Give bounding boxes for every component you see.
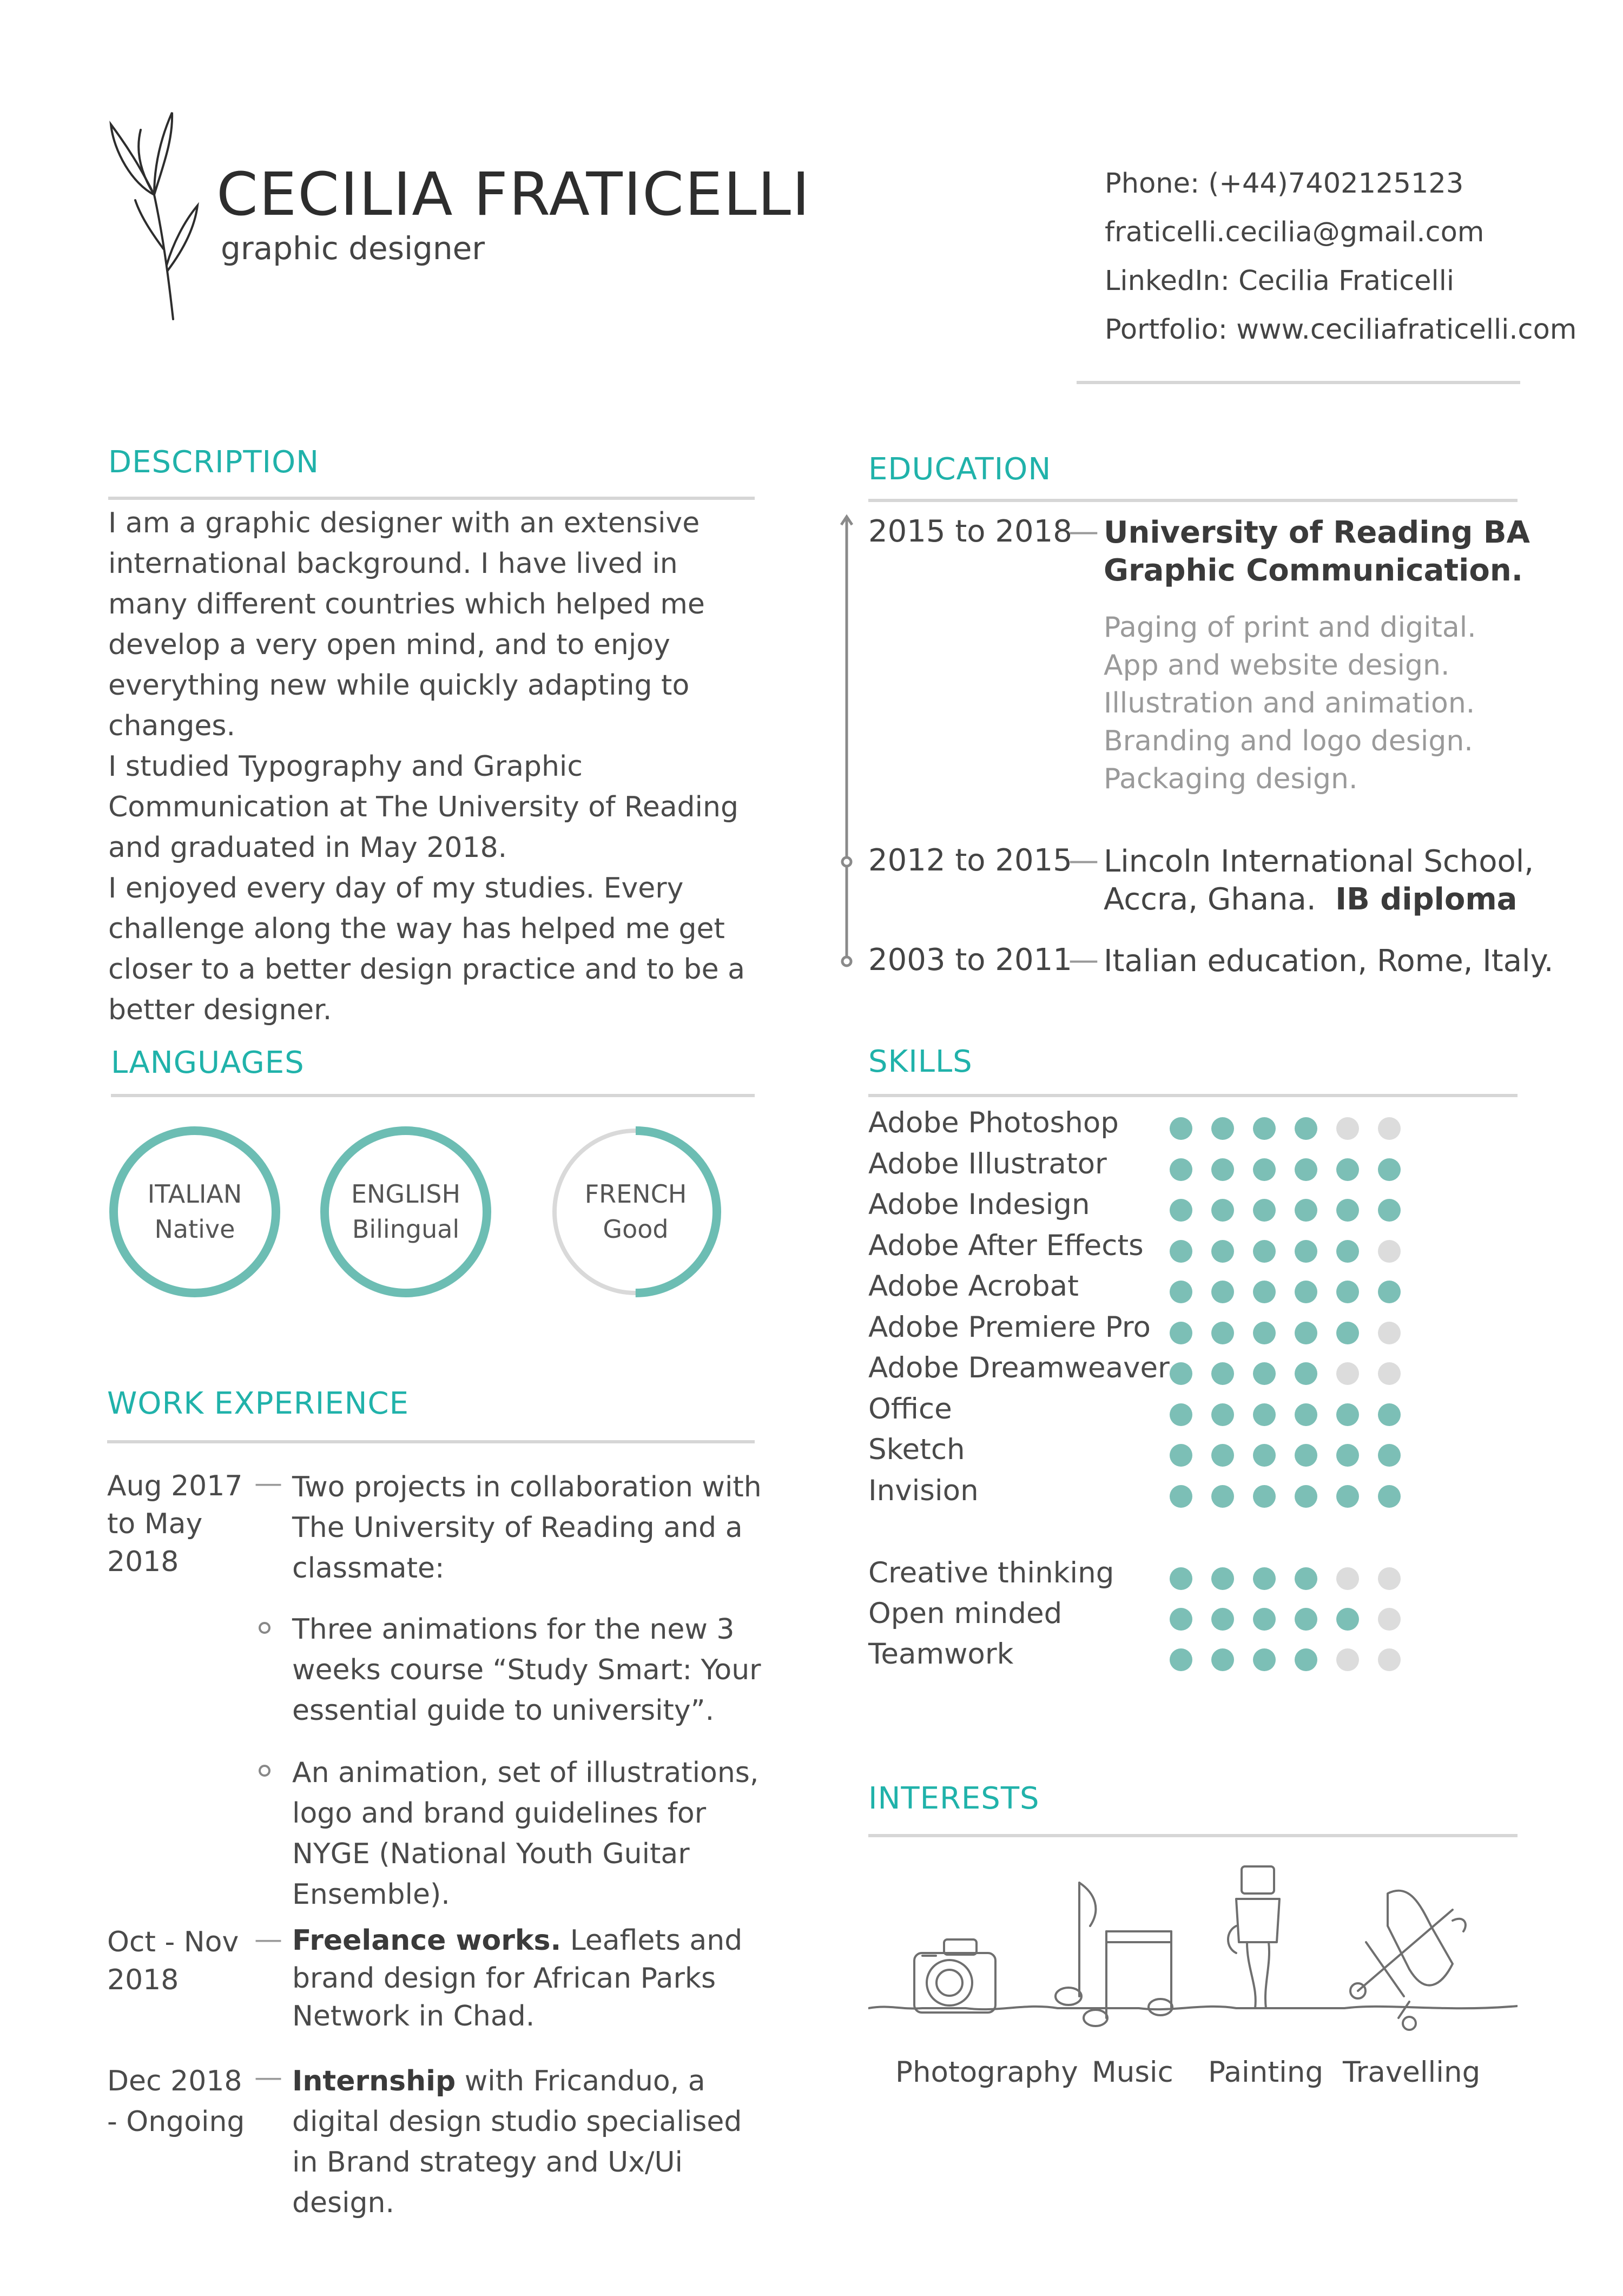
contact-email[interactable]: fraticelli.cecilia@gmail.com (1105, 216, 1485, 248)
work-date-line: Aug 2017 (107, 1470, 243, 1502)
skill-rating (1170, 1608, 1420, 1631)
language-name: FRENCH (584, 1179, 687, 1209)
rating-dot-filled (1253, 1322, 1276, 1344)
rating-dot-filled (1378, 1403, 1401, 1426)
rating-dot-filled (1295, 1444, 1317, 1467)
skill-rating (1170, 1485, 1420, 1508)
contact-divider (1077, 381, 1520, 384)
rating-dot-filled (1253, 1281, 1276, 1303)
skill-rating (1170, 1567, 1420, 1590)
rating-dot-empty (1378, 1362, 1401, 1385)
work-description (292, 2061, 768, 2224)
rating-dot-filled (1253, 1444, 1276, 1467)
rating-dot-filled (1211, 1117, 1234, 1140)
tulip-line-icon (103, 108, 211, 325)
language-name: ENGLISH (351, 1179, 461, 1209)
rating-dot-filled (1253, 1117, 1276, 1140)
rating-dot-filled (1336, 1403, 1359, 1426)
rating-dot-filled (1378, 1485, 1401, 1508)
education-subject: Branding and logo design. (1104, 725, 1473, 757)
rating-dot-filled (1336, 1322, 1359, 1344)
rating-dot-filled (1295, 1567, 1317, 1590)
rating-dot-filled (1170, 1608, 1192, 1631)
work-description: Two projects in collaboration with The University of Reading and a classmate: (292, 1471, 762, 1585)
rating-dot-filled (1170, 1281, 1192, 1303)
rating-dot-filled (1253, 1567, 1276, 1590)
rating-dot-filled (1336, 1281, 1359, 1303)
rating-dot-filled (1295, 1281, 1317, 1303)
education-dates: 2003 to 2011 (868, 942, 1072, 978)
rating-dot-empty (1378, 1608, 1401, 1631)
rating-dot-empty (1378, 1567, 1401, 1590)
skill-label: Teamwork (868, 1638, 1014, 1671)
rating-dot-filled (1170, 1567, 1192, 1590)
language-text (549, 1177, 722, 1247)
education-timeline (836, 511, 857, 977)
rating-dot-filled (1170, 1403, 1192, 1426)
work-date-line: Oct - Nov (107, 1926, 239, 1958)
rating-dot-filled (1295, 1158, 1317, 1181)
education-subject: Packaging design. (1104, 763, 1358, 795)
rating-dot-filled (1253, 1648, 1276, 1671)
skill-label: Adobe Indesign (868, 1188, 1090, 1221)
interests-divider (868, 1834, 1518, 1837)
description-paragraph: I enjoyed every day of my studies. Every challenge along the way has helped me get closer to a better design practice and to be a better designer. (108, 872, 745, 1026)
skill-rating (1170, 1444, 1420, 1467)
rating-dot-filled (1295, 1608, 1317, 1631)
description-paragraph: I studied Typography and Graphic Communication at The University of Reading and graduated in May 2018. (108, 750, 738, 864)
rating-dot-empty (1378, 1117, 1401, 1140)
education-subject: App and website design. (1104, 649, 1450, 682)
rating-dot-filled (1211, 1444, 1234, 1467)
skill-rating (1170, 1240, 1420, 1263)
applicant-title: graphic designer (221, 230, 485, 267)
work-description-bold: Freelance works. (292, 1924, 562, 1957)
rating-dot-filled (1211, 1240, 1234, 1263)
rating-dot-filled (1336, 1199, 1359, 1222)
education-dates: 2012 to 2015 (868, 843, 1072, 878)
work-description-bold: Internship (292, 2065, 456, 2097)
education-dash: — (1068, 514, 1099, 549)
skill-label: Open minded (868, 1597, 1063, 1630)
skill-rating (1170, 1281, 1420, 1303)
interests-baseline (868, 2006, 1518, 2009)
rating-dot-filled (1211, 1322, 1234, 1344)
skills-divider (868, 1094, 1518, 1097)
language-level: Native (154, 1215, 235, 1244)
skill-label: Adobe Acrobat (868, 1270, 1079, 1303)
description-heading: DESCRIPTION (108, 445, 320, 480)
rating-dot-empty (1336, 1648, 1359, 1671)
rating-dot-filled (1378, 1158, 1401, 1181)
interest-label: Painting (1208, 2056, 1324, 2089)
rating-dot-filled (1211, 1403, 1234, 1426)
education-institution: Italian education, Rome, Italy. (1104, 944, 1554, 979)
education-institution (1104, 843, 1534, 919)
description-divider (108, 497, 755, 500)
rating-dot-filled (1170, 1648, 1192, 1671)
work-description-text: Leaflets and brand design for African Parks Network in Chad. (292, 1924, 743, 2033)
languages-heading: LANGUAGES (111, 1045, 305, 1080)
work-date (107, 2061, 245, 2142)
rating-dot-filled (1336, 1444, 1359, 1467)
education-heading: EDUCATION (868, 452, 1052, 487)
work-divider (107, 1440, 755, 1443)
rating-dot-filled (1170, 1444, 1192, 1467)
skill-label: Sketch (868, 1433, 965, 1466)
rating-dot-empty (1336, 1362, 1359, 1385)
rating-dot-filled (1253, 1199, 1276, 1222)
education-dates: 2015 to 2018 (868, 514, 1072, 549)
education-dash: — (1068, 942, 1099, 978)
rating-dot-empty (1378, 1240, 1401, 1263)
work-dash: — (254, 1467, 282, 1500)
rating-dot-filled (1170, 1322, 1192, 1344)
work-date (107, 1467, 242, 1581)
education-institution-line: University of Reading BA (1104, 515, 1530, 550)
skill-rating (1170, 1117, 1420, 1140)
work-dash: — (254, 2061, 282, 2094)
rating-dot-filled (1295, 1403, 1317, 1426)
applicant-name: CECILIA FRATICELLI (216, 160, 811, 229)
rating-dot-empty (1336, 1117, 1359, 1140)
skill-label: Adobe Dreamweaver (868, 1351, 1170, 1384)
rating-dot-filled (1253, 1362, 1276, 1385)
music-note-icon (1055, 1883, 1172, 2026)
work-description-text: with Fricanduo, a digital design studio specialised in Brand strategy and Ux/Ui design. (292, 2065, 742, 2219)
education-institution (1104, 514, 1530, 590)
rating-dot-empty (1378, 1648, 1401, 1671)
contact-phone: Phone: (+44)7402125123 (1105, 168, 1464, 200)
rating-dot-filled (1211, 1567, 1234, 1590)
rating-dot-filled (1295, 1362, 1317, 1385)
rating-dot-filled (1170, 1117, 1192, 1140)
interests-illustration (868, 1861, 1518, 2040)
interest-label: Music (1092, 2056, 1173, 2089)
work-bullet: An animation, set of illustrations, logo and brand guidelines for NYGE (National Youth Guitar Ensemble). (292, 1757, 759, 1911)
skill-label: Invision (868, 1474, 979, 1507)
rating-dot-filled (1253, 1403, 1276, 1426)
rating-dot-filled (1336, 1485, 1359, 1508)
description-body (108, 503, 757, 1031)
description-paragraph: I am a graphic designer with an extensive international background. I have lived in many different countries which helped me develop a very open mind, and to enjoy everything new while quickly adapting to changes. (108, 507, 705, 742)
rating-dot-filled (1295, 1240, 1317, 1263)
education-subject: Illustration and animation. (1104, 687, 1475, 720)
education-institution-line: Lincoln International School, (1104, 844, 1534, 879)
skill-label: Adobe Illustrator (868, 1147, 1107, 1180)
interest-label: Travelling (1343, 2056, 1481, 2089)
skill-rating (1170, 1199, 1420, 1222)
rating-dot-filled (1211, 1199, 1234, 1222)
rating-dot-filled (1336, 1608, 1359, 1631)
work-date-line: - Ongoing (107, 2106, 245, 2138)
rating-dot-filled (1295, 1117, 1317, 1140)
work-bullet: Three animations for the new 3 weeks course “Study Smart: Your essential guide to university”. (292, 1613, 761, 1727)
rating-dot-filled (1211, 1362, 1234, 1385)
bullet-icon (259, 1622, 270, 1634)
work-dash: — (254, 1923, 282, 1956)
education-divider (868, 499, 1518, 502)
work-description (292, 1922, 768, 2035)
rating-dot-filled (1211, 1648, 1234, 1671)
skill-label: Adobe After Effects (868, 1229, 1144, 1262)
language-text (319, 1177, 492, 1247)
work-date-line: Dec 2018 (107, 2065, 242, 2097)
work-date (107, 1923, 239, 1999)
skill-rating (1170, 1322, 1420, 1344)
paint-bucket-icon (1228, 1866, 1279, 2008)
rating-dot-filled (1253, 1608, 1276, 1631)
rating-dot-filled (1295, 1322, 1317, 1344)
education-diploma: IB diploma (1335, 882, 1518, 917)
rating-dot-filled (1253, 1158, 1276, 1181)
rating-dot-filled (1253, 1240, 1276, 1263)
education-dash: — (1068, 843, 1099, 878)
skill-rating (1170, 1158, 1420, 1181)
language-level: Bilingual (352, 1215, 460, 1244)
rating-dot-filled (1211, 1608, 1234, 1631)
language-circle (108, 1125, 281, 1298)
work-date-line: to May (107, 1508, 203, 1540)
languages-divider (111, 1094, 755, 1097)
rating-dot-empty (1378, 1322, 1401, 1344)
rating-dot-filled (1211, 1485, 1234, 1508)
camera-icon (914, 1939, 995, 2013)
rating-dot-filled (1211, 1281, 1234, 1303)
language-circle (549, 1125, 722, 1298)
skill-label: Office (868, 1392, 952, 1426)
skill-rating (1170, 1648, 1420, 1671)
interest-label: Photography (895, 2056, 1078, 2089)
rating-dot-filled (1170, 1362, 1192, 1385)
rating-dot-filled (1336, 1240, 1359, 1263)
language-level: Good (603, 1215, 669, 1244)
language-text (108, 1177, 281, 1247)
skill-label: Adobe Photoshop (868, 1106, 1119, 1139)
education-institution-line: Graphic Communication. (1104, 553, 1523, 588)
education-subjects (1104, 609, 1476, 798)
rating-dot-filled (1170, 1199, 1192, 1222)
rating-dot-filled (1170, 1240, 1192, 1263)
language-name: ITALIAN (147, 1179, 242, 1209)
rating-dot-filled (1295, 1648, 1317, 1671)
language-circle (319, 1125, 492, 1298)
rating-dot-filled (1336, 1158, 1359, 1181)
rating-dot-filled (1211, 1158, 1234, 1181)
rating-dot-empty (1336, 1567, 1359, 1590)
skill-rating (1170, 1403, 1420, 1426)
rating-dot-filled (1378, 1281, 1401, 1303)
contact-portfolio[interactable]: Portfolio: www.ceciliafraticelli.com (1105, 314, 1577, 346)
skill-label: Adobe Premiere Pro (868, 1310, 1151, 1344)
rating-dot-filled (1378, 1199, 1401, 1222)
contact-linkedin[interactable]: LinkedIn: Cecilia Fraticelli (1105, 265, 1455, 297)
work-date-line: 2018 (107, 1546, 179, 1578)
education-subject: Paging of print and digital. (1104, 611, 1476, 644)
skills-heading: SKILLS (868, 1044, 973, 1079)
rating-dot-filled (1295, 1485, 1317, 1508)
rating-dot-filled (1170, 1158, 1192, 1181)
rating-dot-filled (1253, 1485, 1276, 1508)
interests-heading: INTERESTS (868, 1781, 1040, 1816)
education-institution-line: Accra, Ghana. (1104, 882, 1336, 917)
skill-label: Creative thinking (868, 1556, 1114, 1589)
work-date-line: 2018 (107, 1964, 179, 1996)
rating-dot-filled (1170, 1485, 1192, 1508)
bullet-icon (259, 1765, 270, 1777)
rating-dot-filled (1378, 1444, 1401, 1467)
skill-rating (1170, 1362, 1420, 1385)
work-heading: WORK EXPERIENCE (107, 1386, 409, 1421)
rating-dot-filled (1295, 1199, 1317, 1222)
